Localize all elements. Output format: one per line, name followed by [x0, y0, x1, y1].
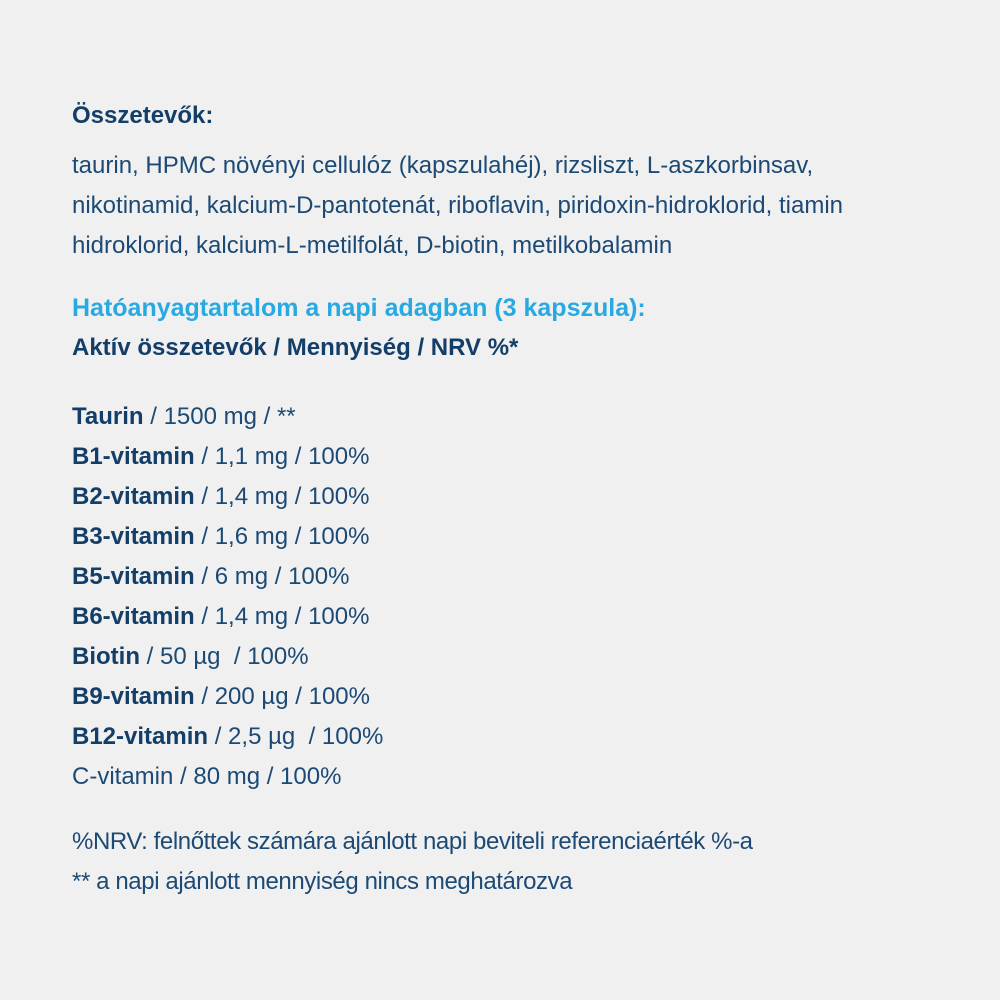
nutrient-values: / 6 mg / 100%	[194, 563, 350, 590]
nutrient-name: C-vitamin	[72, 763, 174, 790]
nutrient-name: B5-vitamin	[72, 563, 195, 590]
nutrient-values: / 1500 mg / **	[143, 403, 296, 430]
nutrient-name: B6-vitamin	[72, 603, 195, 630]
nutrient-list	[72, 397, 940, 797]
nutrient-values: / 1,6 mg / 100%	[194, 523, 370, 550]
ingredients-line: nikotinamid, kalcium-D-pantotenát, riboflavin, piridoxin-hidroklorid, tiamin	[72, 192, 843, 219]
nutrient-name: B1-vitamin	[72, 443, 195, 470]
nutrient-values: / 1,4 mg / 100%	[194, 603, 370, 630]
nutrient-values: / 50 µg / 100%	[139, 643, 309, 670]
footnotes	[72, 822, 940, 902]
nutrient-row	[72, 677, 940, 717]
nutrient-row	[72, 637, 940, 677]
nutrient-values: / 200 µg / 100%	[194, 683, 370, 710]
nutrient-name: Taurin	[72, 403, 144, 430]
nutrient-row	[72, 757, 940, 797]
footnote-asterisk: ** a napi ajánlott mennyiség nincs meghatározva	[72, 868, 573, 895]
nutrient-values: / 80 mg / 100%	[173, 763, 342, 790]
nutrient-row	[72, 717, 940, 757]
dosage-columns-subheading: Aktív összetevők / Mennyiség / NRV %*	[72, 334, 519, 361]
nutrient-name: B9-vitamin	[72, 683, 195, 710]
nutrient-row	[72, 477, 940, 517]
ingredients-line: hidroklorid, kalcium-L-metilfolát, D-biotin, metilkobalamin	[72, 232, 673, 259]
ingredients-line: taurin, HPMC növényi cellulóz (kapszulahéj), rizsliszt, L-aszkorbinsav,	[72, 152, 814, 179]
ingredients-heading: Összetevők:	[72, 102, 214, 129]
nutrient-row	[72, 557, 940, 597]
nutrient-values: / 1,4 mg / 100%	[194, 483, 370, 510]
nutrient-values: / 2,5 µg / 100%	[208, 723, 384, 750]
nutrient-name: B3-vitamin	[72, 523, 195, 550]
dosage-heading: Hatóanyagtartalom a napi adagban (3 kapszula):	[72, 294, 646, 322]
nutrient-row	[72, 437, 940, 477]
nutrient-name: B2-vitamin	[72, 483, 195, 510]
nutrient-row	[72, 517, 940, 557]
nutrient-name: Biotin	[72, 643, 140, 670]
footnote-nrv: %NRV: felnőttek számára ajánlott napi beviteli referenciaérték %-a	[72, 828, 753, 855]
nutrient-row	[72, 597, 940, 637]
nutrient-row	[72, 397, 940, 437]
nutrient-values: / 1,1 mg / 100%	[194, 443, 370, 470]
nutrient-name: B12-vitamin	[72, 723, 209, 750]
ingredients-text	[72, 146, 940, 266]
